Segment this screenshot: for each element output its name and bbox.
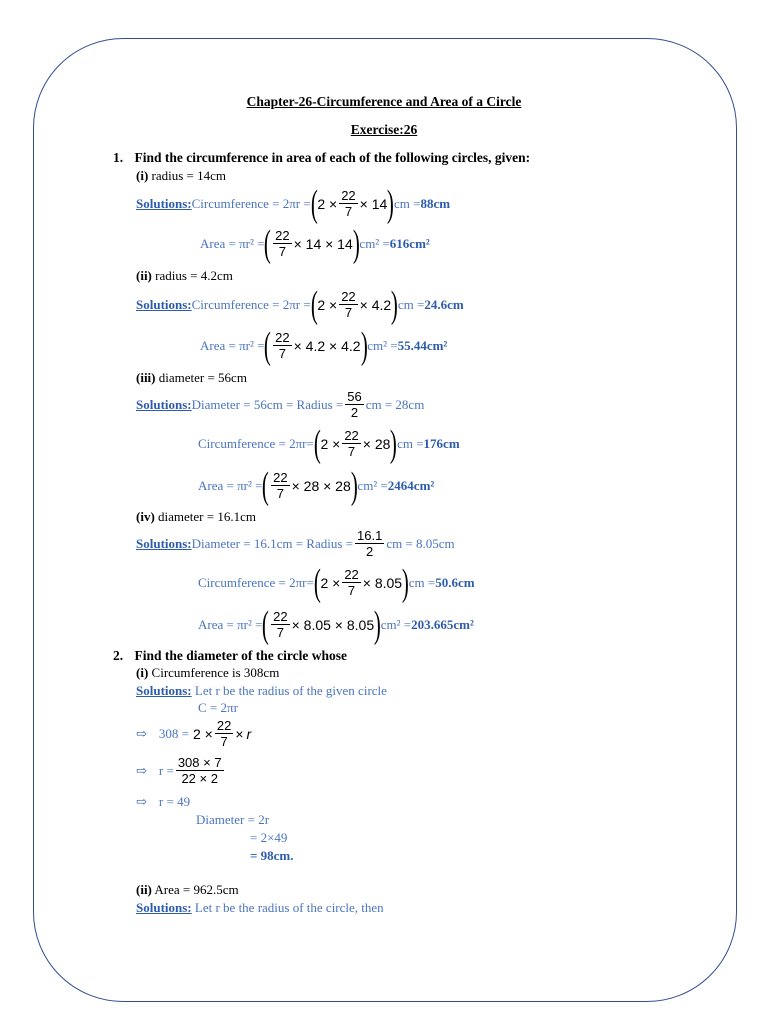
- answer: 176cm: [423, 435, 460, 451]
- given: diameter = 16.1cm: [154, 509, 256, 524]
- fraction: $\frac{22}{7}$: [341, 188, 356, 219]
- unit: cm =: [397, 435, 424, 451]
- q1-iii-radius: [136, 389, 424, 420]
- formula: Circumference = 2πr =: [191, 296, 311, 312]
- question-text: Find the circumference in area of each of the following circles, given:: [134, 150, 531, 165]
- unit: cm² =: [357, 477, 388, 493]
- answer: 616cm²: [389, 235, 430, 251]
- answer: 55.44cm²: [397, 337, 448, 353]
- formula: Area = πr² =: [198, 477, 263, 493]
- fraction: $\frac{22}{7}$: [275, 228, 290, 259]
- expr: ×: [235, 725, 244, 742]
- q2-i-diameter-step: = 2×49: [250, 830, 288, 845]
- solution-label: Solutions:: [136, 683, 192, 698]
- fraction: $\frac{22}{7}$: [273, 609, 288, 640]
- expr: 2 ×: [320, 435, 341, 452]
- solution-label: Solutions:: [136, 296, 192, 312]
- fraction: $\frac{16.1}{2}$: [357, 528, 383, 559]
- solution-label: Solutions:: [136, 535, 192, 551]
- answer: 203.665cm²: [411, 616, 474, 632]
- fraction: $\frac{22}{7}$: [344, 567, 359, 598]
- q2-i-c-eq: C = 2πr: [198, 700, 238, 715]
- fraction: $\frac{22}{7}$: [344, 428, 359, 459]
- expr: × 14 × 14: [293, 235, 353, 252]
- formula: r =: [158, 762, 174, 778]
- fraction: $\frac{308 \times 7}{22 \times 2}$: [177, 755, 222, 786]
- formula: 308 =: [158, 725, 189, 741]
- q2-i-step2: [136, 755, 226, 786]
- fraction: $\frac{56}{2}$: [347, 389, 362, 420]
- solution-label: Solutions:: [136, 396, 192, 412]
- expr: × 14: [359, 195, 388, 212]
- formula: Area = πr² =: [200, 337, 265, 353]
- q2-ii-solution: [136, 900, 384, 916]
- answer: 24.6cm: [424, 296, 464, 312]
- question-1: [113, 150, 530, 166]
- formula: Circumference = 2πr=: [198, 435, 314, 451]
- part-label: (i): [136, 665, 149, 680]
- unit: cm² =: [367, 337, 398, 353]
- unit: cm =: [393, 195, 421, 211]
- q1-iv-radius: [136, 528, 455, 559]
- radius-result: cm = 8.05cm: [386, 535, 455, 551]
- formula: Circumference = 2πr=: [198, 574, 314, 590]
- formula: Area = πr² =: [198, 616, 263, 632]
- q1-part-iii: [136, 370, 247, 386]
- arrow-icon: ⇨: [136, 762, 147, 778]
- part-label: (ii): [136, 268, 152, 283]
- question-text: Find the diameter of the circle whose: [134, 648, 347, 663]
- expr: × 4.2: [359, 296, 392, 313]
- unit: cm =: [408, 574, 436, 590]
- question-number: 1.: [113, 150, 124, 165]
- expr: × 28: [362, 435, 391, 452]
- expr: × 4.2 × 4.2: [293, 337, 361, 354]
- q1-ii-area: Area = πr² = ( $\frac{22}{7}$ × 4.2 × 4.2 ) cm² = 55.44cm²: [200, 324, 448, 367]
- variable: r: [246, 725, 252, 742]
- formula: Area = πr² =: [200, 235, 265, 251]
- given: diameter = 56cm: [155, 370, 247, 385]
- q2-i-step1: [136, 718, 251, 749]
- given: radius = 4.2cm: [151, 268, 233, 283]
- arrow-icon: ⇨: [136, 725, 147, 741]
- solution-text: Let r be the radius of the circle, then: [191, 900, 384, 915]
- formula: Diameter = 56cm = Radius =: [191, 396, 344, 412]
- part-label: (i): [136, 168, 149, 183]
- fraction: $\frac{22}{7}$: [273, 470, 288, 501]
- solution-label: Solutions:: [136, 195, 192, 211]
- q2-part-i: [136, 665, 279, 681]
- q2-part-ii: [136, 882, 239, 898]
- formula: Diameter = 16.1cm = Radius =: [191, 535, 353, 551]
- expr: × 8.05 × 8.05: [291, 616, 375, 633]
- expr: 2 ×: [317, 296, 338, 313]
- q1-part-i: [136, 168, 226, 184]
- q1-part-iv: [136, 509, 256, 525]
- q1-iv-area: Area = πr² = ( $\frac{22}{7}$ × 8.05 × 8.05 ) cm² = 203.665cm²: [198, 603, 474, 646]
- q2-i-step3: [136, 794, 190, 810]
- fraction: $\frac{22}{7}$: [216, 718, 232, 749]
- expr: 2 ×: [317, 195, 338, 212]
- part-label: (iii): [136, 370, 156, 385]
- q1-i-circumference: Solutions: Circumference = 2πr = ( 2 × $\frac{22}{7}$ × 14 ) cm = 88cm: [136, 182, 451, 225]
- chapter-title: Chapter-26-Circumference and Area of a Circle: [246, 94, 522, 109]
- arrow-icon: ⇨: [136, 794, 147, 809]
- fraction: $\frac{22}{7}$: [275, 330, 290, 361]
- q1-part-ii: [136, 268, 233, 284]
- given: Circumference is 308cm: [148, 665, 280, 680]
- unit: cm =: [397, 296, 425, 312]
- answer: 88cm: [420, 195, 451, 211]
- q1-iii-area: Area = πr² = ( $\frac{22}{7}$ × 28 × 28 ) cm² = 2464cm²: [198, 464, 435, 507]
- part-label: (ii): [136, 882, 152, 897]
- q1-iii-circumference: Circumference = 2πr= ( 2 × $\frac{22}{7}$ × 28 ) cm = 176cm: [198, 422, 460, 465]
- expr: × 8.05: [362, 574, 403, 591]
- part-label: (iv): [136, 509, 155, 524]
- expr: × 28 × 28: [291, 477, 351, 494]
- answer: 2464cm²: [387, 477, 435, 493]
- given: radius = 14cm: [148, 168, 227, 183]
- question-number: 2.: [113, 648, 124, 663]
- question-2: [113, 648, 347, 664]
- exercise-title: Exercise:26: [350, 122, 418, 137]
- given: Area = 962.5cm: [151, 882, 239, 897]
- result: r = 49: [158, 794, 191, 809]
- q1-i-area: Area = πr² = ( $\frac{22}{7}$ × 14 × 14 ) cm² = 616cm²: [200, 222, 430, 265]
- q2-i-diameter: Diameter = 2r: [196, 812, 270, 827]
- solution-label: Solutions:: [136, 900, 192, 915]
- radius-result: cm = 28cm: [365, 396, 425, 412]
- q2-i-diameter-answer: = 98cm.: [250, 848, 294, 863]
- unit: cm² =: [380, 616, 412, 632]
- q2-i-solution: [136, 683, 387, 699]
- solution-text: Let r be the radius of the given circle: [191, 683, 387, 698]
- unit: cm² =: [359, 235, 390, 251]
- formula: Circumference = 2πr =: [191, 195, 311, 211]
- fraction: $\frac{22}{7}$: [341, 289, 356, 320]
- q1-iv-circumference: Circumference = 2πr= ( 2 × $\frac{22}{7}$ × 8.05 ) cm = 50.6cm: [198, 561, 475, 604]
- expr: 2 ×: [320, 574, 341, 591]
- expr: 2 ×: [193, 725, 213, 742]
- answer: 50.6cm: [435, 574, 475, 590]
- q1-ii-circumference: Solutions: Circumference = 2πr = ( 2 × $\frac{22}{7}$ × 4.2 ) cm = 24.6cm: [136, 283, 464, 326]
